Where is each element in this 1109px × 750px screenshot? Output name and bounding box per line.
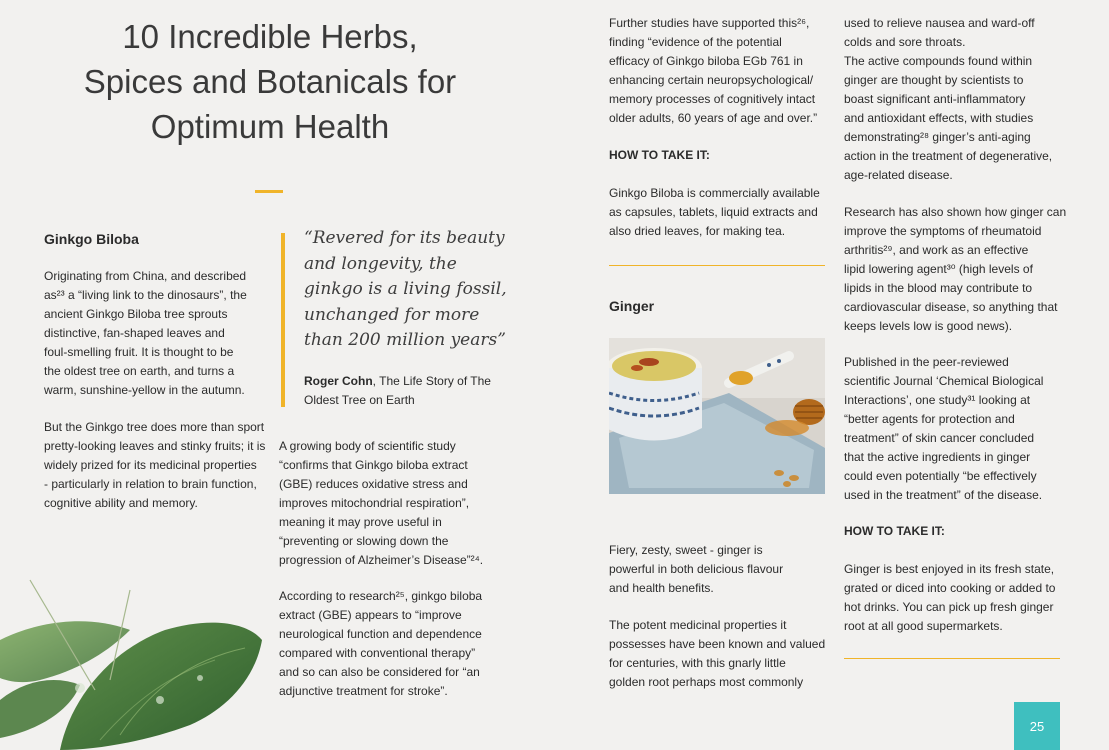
text-line: powerful in both delicious flavour — [609, 562, 784, 576]
text-line: warm, sunshine-yellow in the autumn. — [44, 383, 245, 397]
title-line-2: Spices and Botanicals for — [83, 63, 457, 100]
ginger-how-text — [844, 560, 1069, 636]
text-line: ancient Ginkgo Biloba tree sprouts — [44, 307, 228, 321]
pull-quote-attribution — [304, 372, 504, 410]
section-divider — [609, 265, 825, 266]
pull-quote — [304, 226, 507, 354]
text-line: than 200 million years” — [304, 330, 506, 350]
ginkgo-paragraph-1 — [44, 267, 264, 400]
ginger-paragraph-1 — [609, 541, 824, 598]
text-line: Interactions’, one study³¹ looking at — [844, 393, 1031, 407]
quote-author: Roger Cohn — [304, 374, 373, 388]
text-line: and so can also be considered for “an — [279, 665, 480, 679]
text-line: and longevity, the — [304, 253, 457, 274]
quote-source-a: , The Life Story of The — [372, 374, 491, 388]
text-line: that the active ingredients in ginger — [844, 450, 1031, 464]
ginger-paragraph-4 — [844, 203, 1069, 336]
ginger-heading: Ginger — [609, 298, 655, 314]
ginger-paragraph-3 — [844, 14, 1069, 185]
text-line: arthritis²⁹, and work as an effective — [844, 243, 1029, 257]
text-line: used in the treatment” of the disease. — [844, 488, 1043, 502]
text-line: The potent medicinal properties it — [609, 618, 787, 632]
text-line: and health benefits. — [609, 581, 714, 595]
text-line: ginkgo is a living fossil, — [304, 279, 507, 299]
text-line: and antioxidant effects, with studies — [844, 111, 1034, 125]
text-line: Ginkgo Biloba is commercially available — [609, 186, 820, 200]
text-line: improves mitochondrial respiration”, — [279, 496, 470, 510]
text-line: Published in the peer-reviewed — [844, 355, 1009, 369]
ginkgo-leaf-image — [0, 560, 270, 750]
text-line: “confirms that Ginkgo biloba extract — [279, 458, 468, 472]
text-line: boast significant anti-inflammatory — [844, 92, 1026, 106]
text-line: keeps levels low is good news). — [844, 319, 1013, 333]
text-line: progression of Alzheimer’s Disease”²⁴. — [279, 553, 484, 567]
text-line: grated or diced into cooking or added to — [844, 581, 1056, 595]
title-line-3: Optimum Health — [150, 108, 390, 145]
text-line: A growing body of scientific study — [279, 439, 456, 453]
text-line: Originating from China, and described — [44, 269, 247, 283]
text-line: root at all good supermarkets. — [844, 619, 1003, 633]
text-line: Ginger is best enjoyed in its fresh state, — [844, 562, 1055, 576]
ginger-paragraph-5 — [844, 353, 1069, 505]
text-line: Further studies have supported this²⁶, — [609, 16, 810, 30]
text-line: unchanged for more — [304, 304, 480, 325]
text-line: distinctive, fan-shaped leaves and — [44, 326, 225, 340]
section-divider-end — [844, 658, 1060, 659]
text-line: neurological function and dependence — [279, 627, 482, 641]
ginger-paragraph-2 — [609, 616, 829, 692]
ginkgo-paragraph-4 — [279, 587, 494, 701]
text-line: According to research²⁵, ginkgo biloba — [279, 589, 483, 603]
text-line: also dried leaves, for making tea. — [609, 224, 786, 238]
page-title — [40, 14, 500, 149]
pull-quote-accent-bar — [281, 233, 285, 407]
ginkgo-paragraph-3 — [279, 437, 494, 570]
page-number-badge: 25 — [1014, 702, 1060, 750]
text-line: cardiovascular disease, so anything that — [844, 300, 1058, 314]
text-line: Fiery, zesty, sweet - ginger is — [609, 543, 763, 557]
text-line: improve the symptoms of rheumatoid — [844, 224, 1042, 238]
text-line: ginger are thought by scientists to — [844, 73, 1024, 87]
text-line: (GBE) reduces oxidative stress and — [279, 477, 468, 491]
text-line: The active compounds found within — [844, 54, 1033, 68]
text-line: the oldest tree on earth, and turns a — [44, 364, 235, 378]
title-line-1: 10 Incredible Herbs, — [122, 18, 418, 55]
ginkgo-heading: Ginkgo Biloba — [44, 231, 139, 247]
text-line: hot drinks. You can pick up fresh ginger — [844, 600, 1054, 614]
text-line: compared with conventional therapy” — [279, 646, 476, 660]
text-line: But the Ginkgo tree does more than sport — [44, 420, 265, 434]
text-line: scientific Journal ‘Chemical Biological — [844, 374, 1044, 388]
text-line: extract (GBE) appears to “improve — [279, 608, 462, 622]
text-line: lipids in the blood may contribute to — [844, 281, 1033, 295]
text-line: as²³ a “living link to the dinosaurs”, the — [44, 288, 247, 302]
text-line: foul-smelling fruit. It is thought to be — [44, 345, 234, 359]
text-line: finding “evidence of the potential — [609, 35, 782, 49]
text-line: “better agents for protection and — [844, 412, 1015, 426]
text-line: memory processes of cognitively intact — [609, 92, 816, 106]
text-line: - particularly in relation to brain function, — [44, 477, 257, 491]
text-line: golden root perhaps most commonly — [609, 675, 804, 689]
ginkgo-how-text — [609, 184, 824, 241]
text-line: lipid lowering agent³⁰ (high levels of — [844, 262, 1033, 276]
text-line: older adults, 60 years of age and over.” — [609, 111, 818, 125]
text-line: “preventing or slowing down the — [279, 534, 449, 548]
text-line: as capsules, tablets, liquid extracts and — [609, 205, 818, 219]
text-line: pretty-looking leaves and stinky fruits; it is — [44, 439, 266, 453]
text-line: action in the treatment of degenerative, — [844, 149, 1053, 163]
text-line: widely prized for its medicinal properties — [44, 458, 257, 472]
ginkgo-paragraph-2 — [44, 418, 269, 513]
text-line: demonstrating²⁸ ginger’s anti-aging — [844, 130, 1031, 144]
text-line: used to relieve nausea and ward-off — [844, 16, 1035, 30]
ginger-how-heading: HOW TO TAKE IT: — [844, 524, 945, 538]
text-line: adjunctive treatment for stroke”. — [279, 684, 448, 698]
text-line: age-related disease. — [844, 168, 953, 182]
ginger-latte-photo — [609, 338, 825, 494]
text-line: enhancing certain neuropsychological/ — [609, 73, 814, 87]
text-line: treatment” of skin cancer concluded — [844, 431, 1035, 445]
quote-source-b: Oldest Tree on Earth — [304, 393, 415, 407]
ginkgo-paragraph-5 — [609, 14, 824, 128]
text-line: colds and sore throats. — [844, 35, 966, 49]
text-line: for centuries, with this gnarly little — [609, 656, 786, 670]
text-line: Research has also shown how ginger can — [844, 205, 1067, 219]
ginkgo-how-heading: HOW TO TAKE IT: — [609, 148, 710, 162]
text-line: efficacy of Ginkgo biloba EGb 761 in — [609, 54, 803, 68]
text-line: cognitive ability and memory. — [44, 496, 198, 510]
text-line: could even potentially “be effectively — [844, 469, 1037, 483]
text-line: possesses have been known and valued — [609, 637, 826, 651]
text-line: “Revered for its beauty — [304, 228, 505, 248]
text-line: meaning it may prove useful in — [279, 515, 442, 529]
title-underline-accent — [255, 190, 283, 193]
